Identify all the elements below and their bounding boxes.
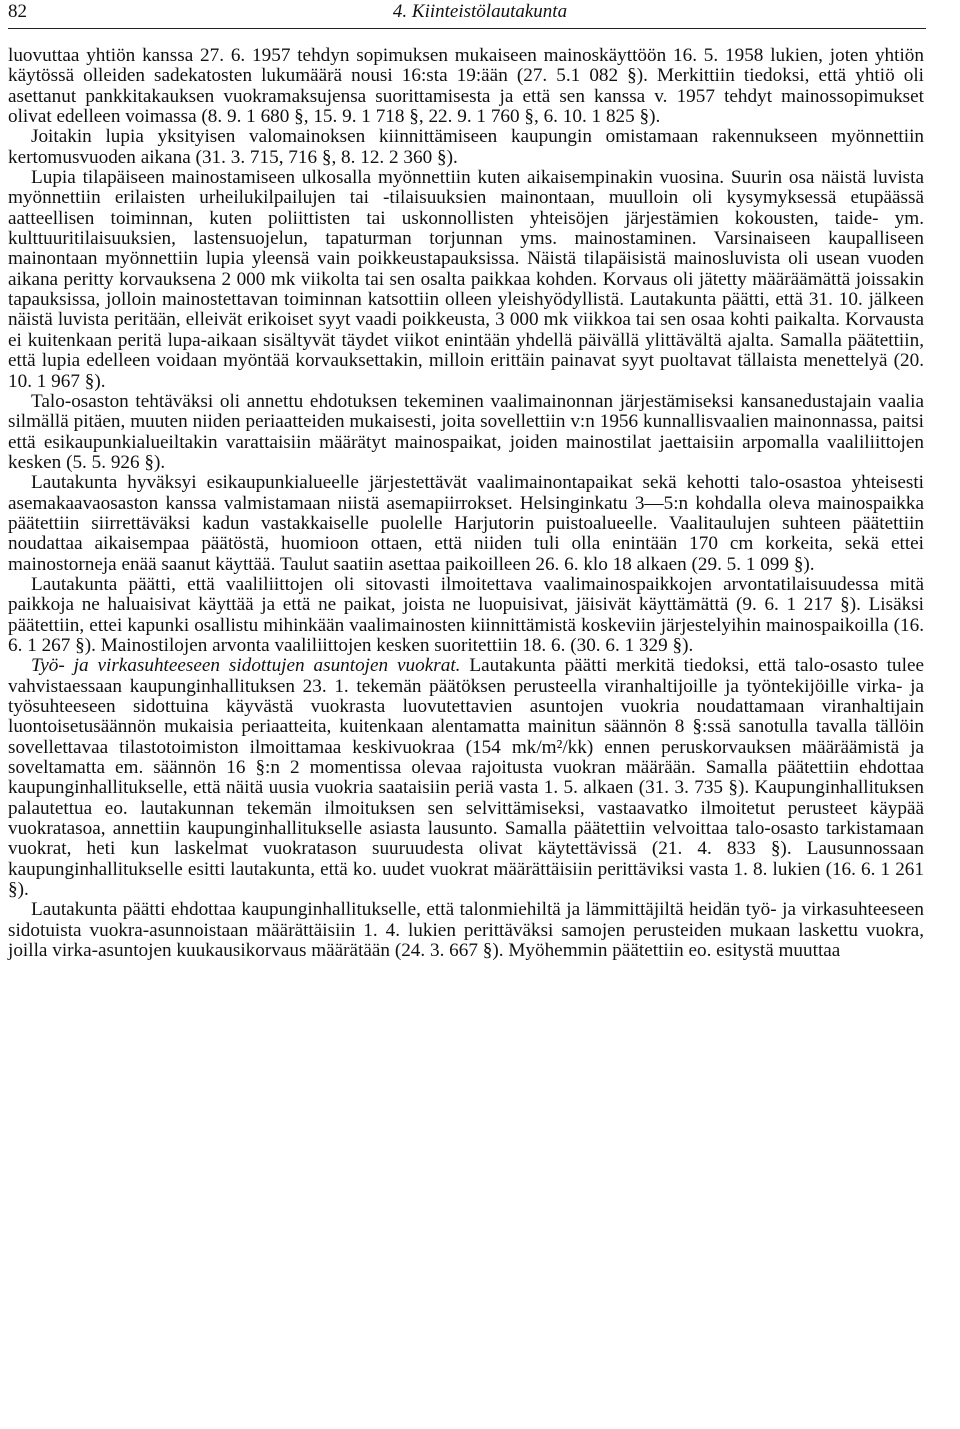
paragraph-3: Lupia tilapäiseen mainostamiseen ulkosalla myönnettiin kuten aikaisempinakin vuosina. Suurin osa näistä luvista myönnettiin erilaisten urheilukilpailujen tai -tilaisuuksien mainontaan, muulloin oli kysymyksessä etupäässä aatteellisen toiminnan, kuten poliittisten tai uskonnollisten yhteisöjen järjestämien kokousten, taide- ym. kulttuuritilaisuuksien, lastensuojelun, tapaturman torjunnan yms. mainostaminen. Varsinaiseen kaupalliseen mainontaan myönnettiin lupia yleensä vain poikkeustapauksissa. Näistä tilapäisistä mainosluvista oli usean vuoden aikana peritty korvauksena 2 000 mk viikolta tai sen osalta paikkaa kohden. Korvaus oli jätetty määräämättä joissakin tapauksissa, jolloin mainostettavan toiminnan katsottiin olleen yleishyödyllistä. Lautakunta päätti, että 31. 10. jälkeen näistä luvista peritään, elleivät erikoiset syyt vaadi poikkeusta, 3 000 mk viikkoa tai sen osaa kohti paikalta. Korvausta ei kuitenkaan peritä lupa-aikaan sisältyvät täydet viikot enintään yhdellä päivällä ylittävältä ajalta. Samalla päätettiin, että lupia edelleen voidaan myöntää korvauksettakin, milloin erittäin painavat syyt puoltavat tällaista menettelyä (20. 10. 1 967 §). bbox=[8, 167, 924, 392]
section-text: Lautakunta päätti merkitä tiedoksi, että talo-osasto tulee vahvistaessaan kaupunginhallituksen 23. 1. tekemän päätöksen perusteella viranhaltijoille ja työntekijöille virka- ja työsuhteeseen sidottuina käyvästä vuokrasta luovutettavien asuntojen vuokria noudattamaan viranhaltijain luontoisetusäännön mukaisia periaatteita, kuitenkaan alentamatta mainitun säännön 8 §:ssä sanotulla tavalla tällöin sovellettavaa tilastotoimiston ilmoittamaa keskivuokraa (154 mk/m²/kk) ennen peruskorvauksen määräämistä ja soveltamatta em. säännön 16 §:n 2 momentissa olevaa rajoitusta vuokran määrään. Samalla päätettiin ehdottaa kaupunginhallitukselle, että näitä uusia vuokria saataisiin periä vasta 1. 5. alkaen (31. 3. 735 §). Kaupunginhallituksen palautettua eo. lautakunnan tekemän ilmoituksen sen selvittämiseksi, vastaavatko ilmoitetut perusteet käypää vuokratasoa, annettiin kaupunginhallitukselle asiasta lausunto. Samalla päätettiin velvoittaa talo-osasto tarkistamaan vuokrat, heti kun laskelmat vuokratason suuruudesta olivat käytettävissä (21. 4. 833 §). Lausunnossaan kaupunginhallitukselle esitti lautakunta, että ko. uudet vuokrat määrättäisiin perittäviksi vasta 1. 8. lukien (16. 6. 1 261 §). bbox=[8, 655, 924, 901]
paragraph-5: Lautakunta hyväksyi esikaupunkialueelle järjestettävät vaalimainontapaikat sekä kehotti talo-osastoa yhteisesti asemakaavaosaston kanssa valmistamaan niistä asemapiirrokset. Helsinginkatu 3—5:n kohdalla oleva mainospaikka päätettiin siirrettäväksi kadun vastakkaiselle puolelle Harjutorin puistoalueelle. Vaalitaulujen suhteen päätettiin noudattaa aikaisempaa päätöstä, huomioon ottaen, että niiden tuli olla enintään 170 cm korkeita, sekä ettei mainostorneja enää saanut käyttää. Taulut saatiin asettaa paikoilleen 26. 6. klo 18 alkaen (29. 5. 1 099 §). bbox=[8, 472, 924, 575]
section-paragraph bbox=[8, 656, 924, 900]
running-head: 4. Kiinteistölautakunta bbox=[392, 1, 568, 22]
last-paragraph: Lautakunta päätti ehdottaa kaupunginhallitukselle, että talonmiehiltä ja lämmittäjiltä heidän työ- ja virkasuhteeseen sidotuista vuokra-asunnoistaan määrättäisiin 1. 4. lukien perittäväksi samojen perusteiden mukaan laskettu vuokra, joilla virka-asuntojen kuukausikorvaus määrätään (24. 3. 667 §). Myöhemmin päätettiin eo. esitystä muuttaa bbox=[8, 899, 924, 962]
paragraph-4: Talo-osaston tehtäväksi oli annettu ehdotuksen tekeminen vaalimainonnan järjestämiseksi kansanedustajain vaalia silmällä pitäen, muuten niiden periaatteiden mukaisesti, joita sovellettiin v:n 1956 kunnallisvaalien mainonnassa, paitsi että esikaupunkialueiltakin varattaisiin määrätyt mainospaikat, joiden mainostilat jaettaisiin arpomalla vaaliliittojen kesken (5. 5. 926 §). bbox=[8, 390, 924, 473]
body-text bbox=[8, 46, 924, 961]
page-number: 82 bbox=[8, 1, 27, 22]
page-header bbox=[0, 0, 960, 36]
paragraph-6: Lautakunta päätti, että vaaliliittojen oli sitovasti ilmoitettava vaalimainospaikkojen arvontatilaisuudessa mitä paikkoja ne haluaisivat käyttää ja että ne paikat, joista ne luopuisivat, jäisivät käyttämättä (9. 6. 1 217 §). Lisäksi päätettiin, ettei kapunki osallistu mihinkään vaalimainosten kiinnittämistä koskeviin järjestelyihin mainospaikoilla (16. 6. 1 267 §). Mainostilojen arvonta vaaliliittojen kesken suoritettiin 18. 6. (30. 6. 1 329 §). bbox=[8, 573, 924, 656]
header-rule bbox=[8, 28, 926, 29]
paragraph-1: luovuttaa yhtiön kanssa 27. 6. 1957 tehdyn sopimuksen mukaiseen mainoskäyttöön 16. 5. 1958 lukien, joten yhtiön käytössä olleiden sadekatosten lukumäärä nousi 16:sta 19:ään (27. 5.1 082 §). Merkittiin tiedoksi, että yhtiö oli asettanut pankkitakauksen vuokramaksujensa suorittamisesta ja että sen kanssa v. 1957 tehdyt mainossopimukset olivat edelleen voimassa (8. 9. 1 680 §, 15. 9. 1 718 §, 22. 9. 1 760 §, 6. 10. 1 825 §). bbox=[8, 45, 924, 128]
paragraph-2: Joitakin lupia yksityisen valomainoksen kiinnittämiseen kaupungin omistamaan rakennukseen myönnettiin kertomusvuoden aikana (31. 3. 715, 716 §, 8. 12. 2 360 §). bbox=[8, 126, 924, 168]
section-title: Työ- ja virkasuhteeseen sidottujen asuntojen vuokrat. bbox=[31, 655, 461, 677]
